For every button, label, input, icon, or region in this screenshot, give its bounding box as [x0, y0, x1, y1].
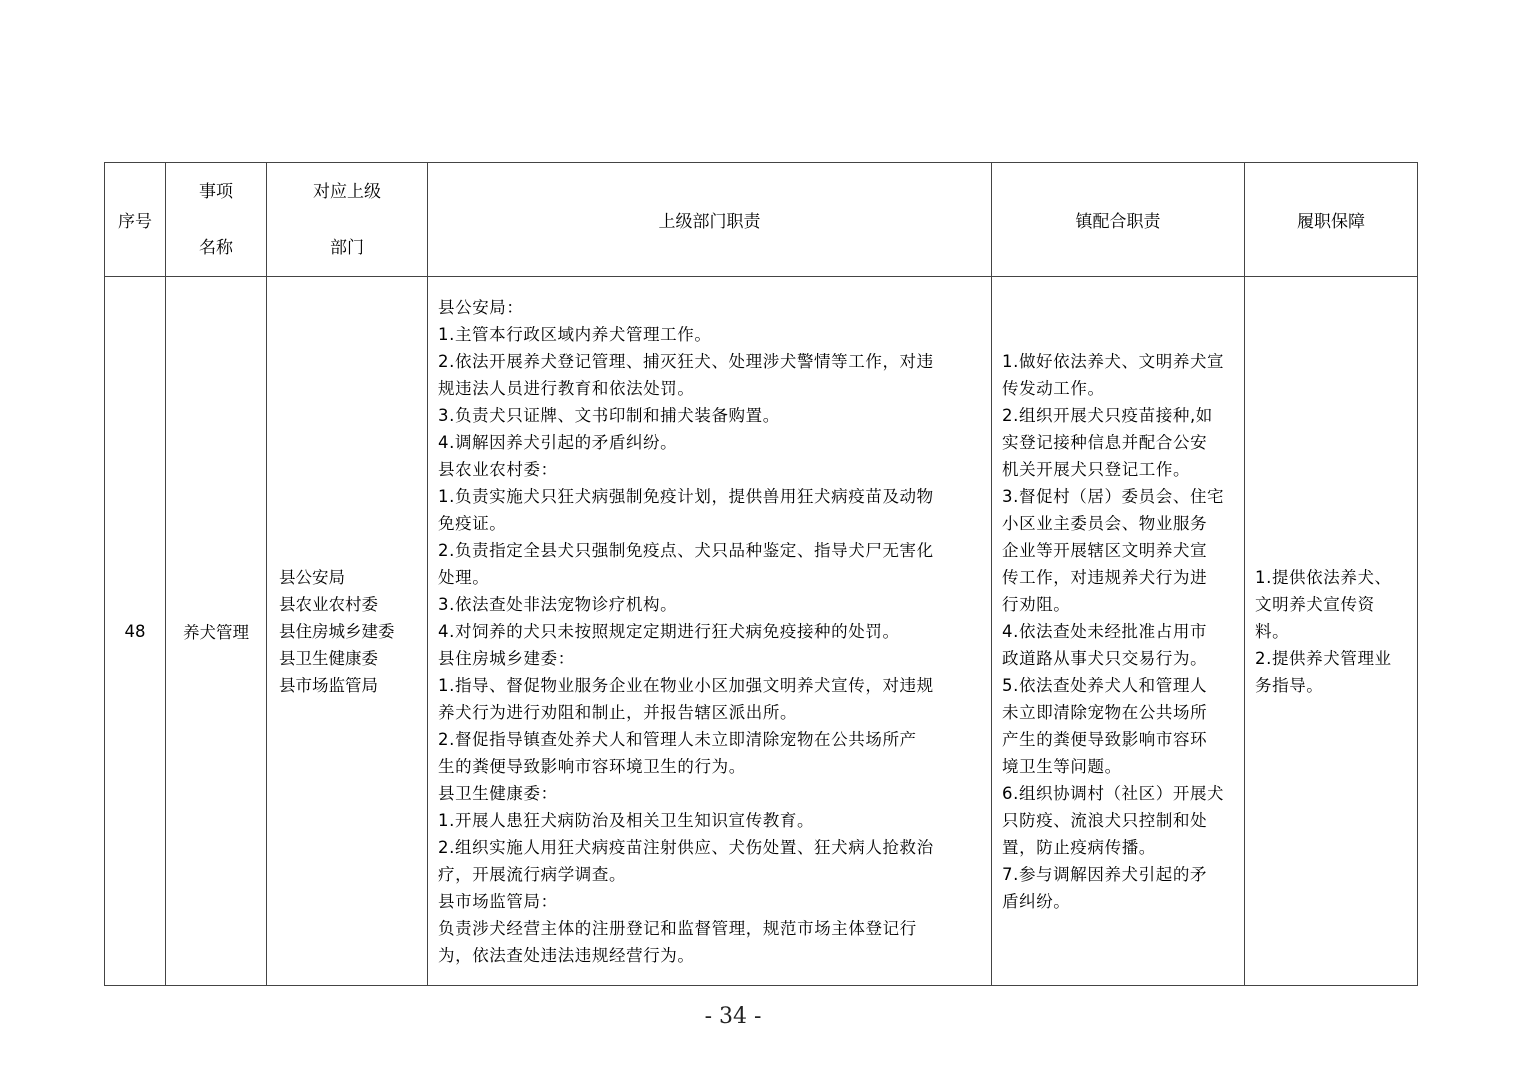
town-line: 传工作，对违规养犬行为进 [1002, 567, 1208, 587]
row-num: 48 [105, 277, 166, 986]
header-row [105, 163, 1418, 277]
town-line: 境卫生等问题。 [1002, 756, 1122, 776]
row-upper-duties [428, 277, 992, 986]
town-line: 盾纠纷。 [1002, 891, 1071, 911]
town-line: 5.依法查处养犬人和管理人 [1002, 675, 1208, 695]
dept-line: 县市场监管局 [279, 675, 378, 695]
header-item-name-line1: 事项 [199, 181, 233, 202]
upper-line: 为，依法查处违法违规经营行为。 [438, 945, 695, 965]
dept-line: 县卫生健康委 [279, 648, 378, 668]
town-line: 置，防止疫病传播。 [1002, 837, 1156, 857]
upper-line: 县市场监管局： [438, 891, 558, 911]
guarantee-line: 文明养犬宣传资 [1255, 594, 1375, 614]
guarantee-line: 料。 [1255, 621, 1290, 641]
guarantee-line: 1.提供依法养犬、 [1255, 567, 1392, 587]
table-row [105, 277, 1418, 986]
row-depts [267, 277, 428, 986]
upper-line: 2.负责指定全县犬只强制免疫点、犬只品种鉴定、指导犬尸无害化 [438, 540, 934, 560]
row-item-name: 养犬管理 [166, 277, 267, 986]
upper-line: 负责涉犬经营主体的注册登记和监督管理，规范市场主体登记行 [438, 918, 917, 938]
header-dept-line2: 部门 [330, 237, 364, 258]
town-line: 企业等开展辖区文明养犬宣 [1002, 540, 1208, 560]
header-town-duties: 镇配合职责 [992, 163, 1245, 277]
town-line: 政道路从事犬只交易行为。 [1002, 648, 1208, 668]
town-line: 小区业主委员会、物业服务 [1002, 513, 1208, 533]
town-line: 机关开展犬只登记工作。 [1002, 459, 1191, 479]
town-line: 行劝阻。 [1002, 594, 1071, 614]
upper-line: 养犬行为进行劝阻和制止，并报告辖区派出所。 [438, 702, 798, 722]
upper-line: 3.依法查处非法宠物诊疗机构。 [438, 594, 678, 614]
town-line: 只防疫、流浪犬只控制和处 [1002, 810, 1208, 830]
town-line: 6.组织协调村（社区）开展犬 [1002, 783, 1225, 803]
duty-table [104, 162, 1418, 986]
header-dept [267, 163, 428, 277]
page-number: - 34 - [704, 1004, 762, 1029]
upper-line: 县公安局： [438, 297, 524, 317]
upper-line: 疗，开展流行病学调查。 [438, 864, 627, 884]
upper-line: 4.对饲养的犬只未按照规定定期进行狂犬病免疫接种的处罚。 [438, 621, 900, 641]
upper-line: 规违法人员进行教育和依法处罚。 [438, 378, 695, 398]
header-num: 序号 [105, 163, 166, 277]
upper-line: 生的粪便导致影响市容环境卫生的行为。 [438, 756, 746, 776]
dept-line: 县住房城乡建委 [279, 621, 395, 641]
town-line: 7.参与调解因养犬引起的矛 [1002, 864, 1208, 884]
upper-line: 4.调解因养犬引起的矛盾纠纷。 [438, 432, 678, 452]
town-line: 产生的粪便导致影响市容环 [1002, 729, 1208, 749]
guarantee-line: 务指导。 [1255, 675, 1324, 695]
dept-line: 县公安局 [279, 567, 345, 587]
upper-line: 县卫生健康委： [438, 783, 558, 803]
upper-line: 2.组织实施人用狂犬病疫苗注射供应、犬伤处置、狂犬病人抢救治 [438, 837, 934, 857]
town-line: 4.依法查处未经批准占用市 [1002, 621, 1208, 641]
town-line: 3.督促村（居）委员会、住宅 [1002, 486, 1225, 506]
header-upper-duties: 上级部门职责 [428, 163, 992, 277]
upper-line: 县住房城乡建委： [438, 648, 575, 668]
upper-line: 县农业农村委： [438, 459, 558, 479]
upper-line: 2.督促指导镇查处养犬人和管理人未立即清除宠物在公共场所产 [438, 729, 917, 749]
header-item-name [166, 163, 267, 277]
row-town-duties [992, 277, 1245, 986]
town-line: 1.做好依法养犬、文明养犬宣 [1002, 351, 1225, 371]
header-guarantee: 履职保障 [1245, 163, 1418, 277]
upper-line: 3.负责犬只证牌、文书印制和捕犬装备购置。 [438, 405, 780, 425]
upper-line: 处理。 [438, 567, 490, 587]
upper-line: 1.负责实施犬只狂犬病强制免疫计划，提供兽用狂犬病疫苗及动物 [438, 486, 934, 506]
town-line: 2.组织开展犬只疫苗接种,如 [1002, 405, 1213, 425]
dept-line: 县农业农村委 [279, 594, 378, 614]
row-guarantee [1245, 277, 1418, 986]
upper-line: 1.主管本行政区域内养犬管理工作。 [438, 324, 712, 344]
town-line: 未立即清除宠物在公共场所 [1002, 702, 1208, 722]
town-line: 传发动工作。 [1002, 378, 1105, 398]
town-line: 实登记接种信息并配合公安 [1002, 432, 1208, 452]
header-dept-line1: 对应上级 [313, 181, 381, 202]
header-item-name-line2: 名称 [199, 237, 233, 258]
upper-line: 1.开展人患狂犬病防治及相关卫生知识宣传教育。 [438, 810, 815, 830]
guarantee-line: 2.提供养犬管理业 [1255, 648, 1392, 668]
upper-line: 1.指导、督促物业服务企业在物业小区加强文明养犬宣传，对违规 [438, 675, 934, 695]
upper-line: 2.依法开展养犬登记管理、捕灭狂犬、处理涉犬警情等工作，对违 [438, 351, 934, 371]
upper-line: 免疫证。 [438, 513, 507, 533]
